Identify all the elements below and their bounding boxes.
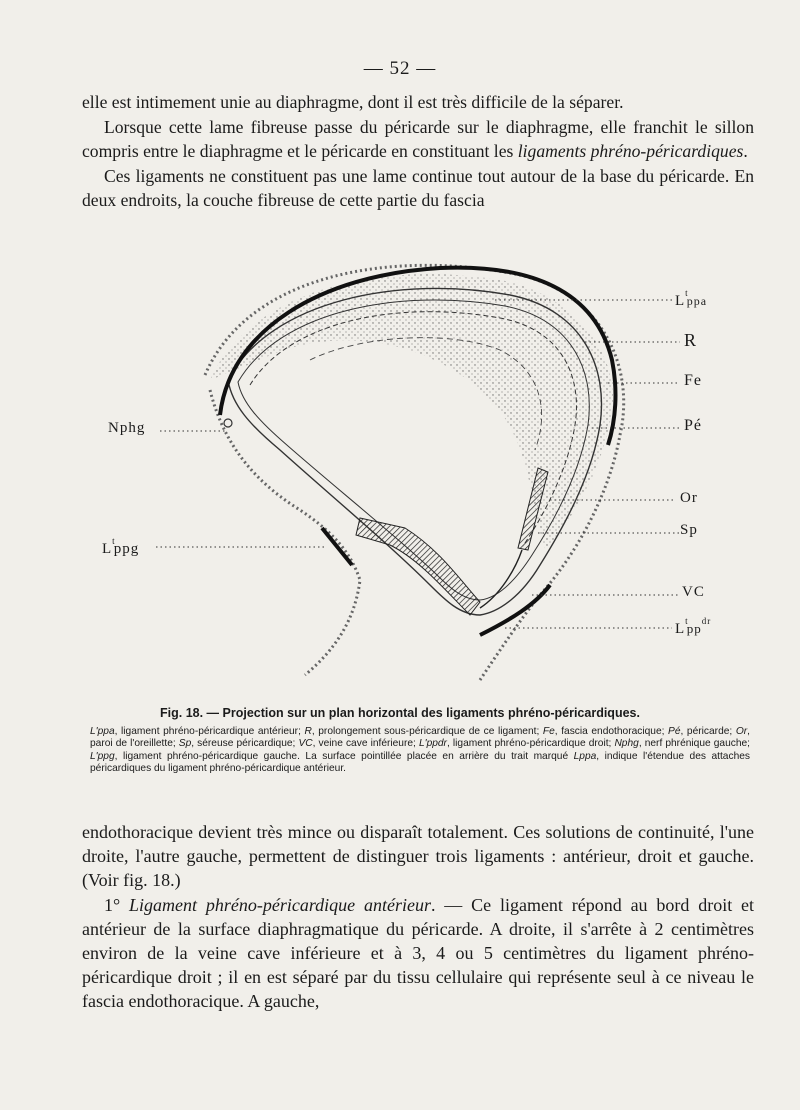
label-vc: VC: [682, 584, 705, 600]
label-r: R: [684, 330, 698, 350]
left-ligament-line: [322, 528, 352, 565]
figure-caption-title: Fig. 18. — Projection sur un plan horizontal des ligaments phréno-péricardiques.: [160, 706, 640, 720]
page-number: — 52 —: [363, 58, 437, 79]
paragraph: [82, 115, 754, 164]
italic-term: Ligament phréno-péricardique antérieur: [129, 894, 431, 915]
label-or: Or: [680, 490, 698, 506]
paragraph-text: Lorsque cette lame fibreuse passe du péricarde sur le diaphragme, elle franchit le sillon compris entre le diaphragme et le péricarde en constituant les: [82, 116, 754, 161]
vena-cava-hatched: [356, 518, 480, 615]
ligament-diagram: [60, 250, 760, 700]
label-pe: Pé: [684, 417, 702, 434]
bottom-text-block: [82, 820, 754, 1014]
fascia-left-dotted: [210, 390, 360, 675]
figure-caption-legend: L'ppa, ligament phréno-péricardique antérieur; R, prolongement sous-péricardique de ce ligament; Fe, fascia endothoracique; Pé, péricarde; Or, paroi de l'oreillette; Sp, séreuse péricardique; VC, veine cave inférieure; L'ppdr, ligament phréno-péricardique droit; Nphg, nerf phrénique gauche; L'ppg, ligament phréno-péricardique gauche. La surface pointillée placée en arrière du trait marqué Lppa, indique l'étendue des attaches péricardiques du ligament phréno-péricardique antérieur.: [90, 726, 751, 775]
label-lppg: $L^tppg$: [102, 536, 140, 557]
atrium-wall: [480, 550, 522, 608]
paragraph-text: .: [743, 141, 748, 161]
phrenic-nerve-dot: [224, 419, 232, 427]
label-lppdr: $L^tpp^{dr}$: [675, 616, 712, 637]
paragraph-text: . — Ce ligament répond au bord droit et antérieur de la surface diaphragmatique du péricarde. A droite, il s'arrête à 2 centimètres environ de la veine cave inférieure et à 3, 4 ou 5 centimètres du ligament phréno-péricardique droit ; il en est séparé par du tissu cellulaire qui représente seul à ce niveau le fascia endothoracique. A gauche,: [82, 894, 755, 1012]
stippled-attachment-area: [210, 274, 613, 550]
label-fe: Fe: [684, 372, 702, 389]
label-lppa: $L^tppa$: [675, 288, 708, 309]
paragraph: [82, 893, 754, 1014]
paragraph: Ces ligaments ne constituent pas une lame continue tout autour de la base du péricarde. En deux endroits, la couche fibreuse de cette partie du fascia: [82, 165, 754, 210]
anatomical-figure: [60, 250, 760, 700]
top-text-block: [82, 90, 754, 213]
label-nphg: Nphg: [108, 420, 146, 436]
paragraph: elle est intimement unie au diaphragme, dont il est très difficile de la séparer.: [82, 92, 624, 112]
label-sp: Sp: [680, 522, 698, 538]
paragraph: endothoracique devient très mince ou disparaît totalement. Ces solutions de continuité, l'une droite, l'autre gauche, permettent de distinguer trois ligaments : antérieur, droit et gauche. (Voir fig. 18.): [82, 822, 754, 891]
paragraph-text: 1°: [104, 894, 130, 915]
italic-term: ligaments phréno-péricardiques: [517, 141, 744, 161]
